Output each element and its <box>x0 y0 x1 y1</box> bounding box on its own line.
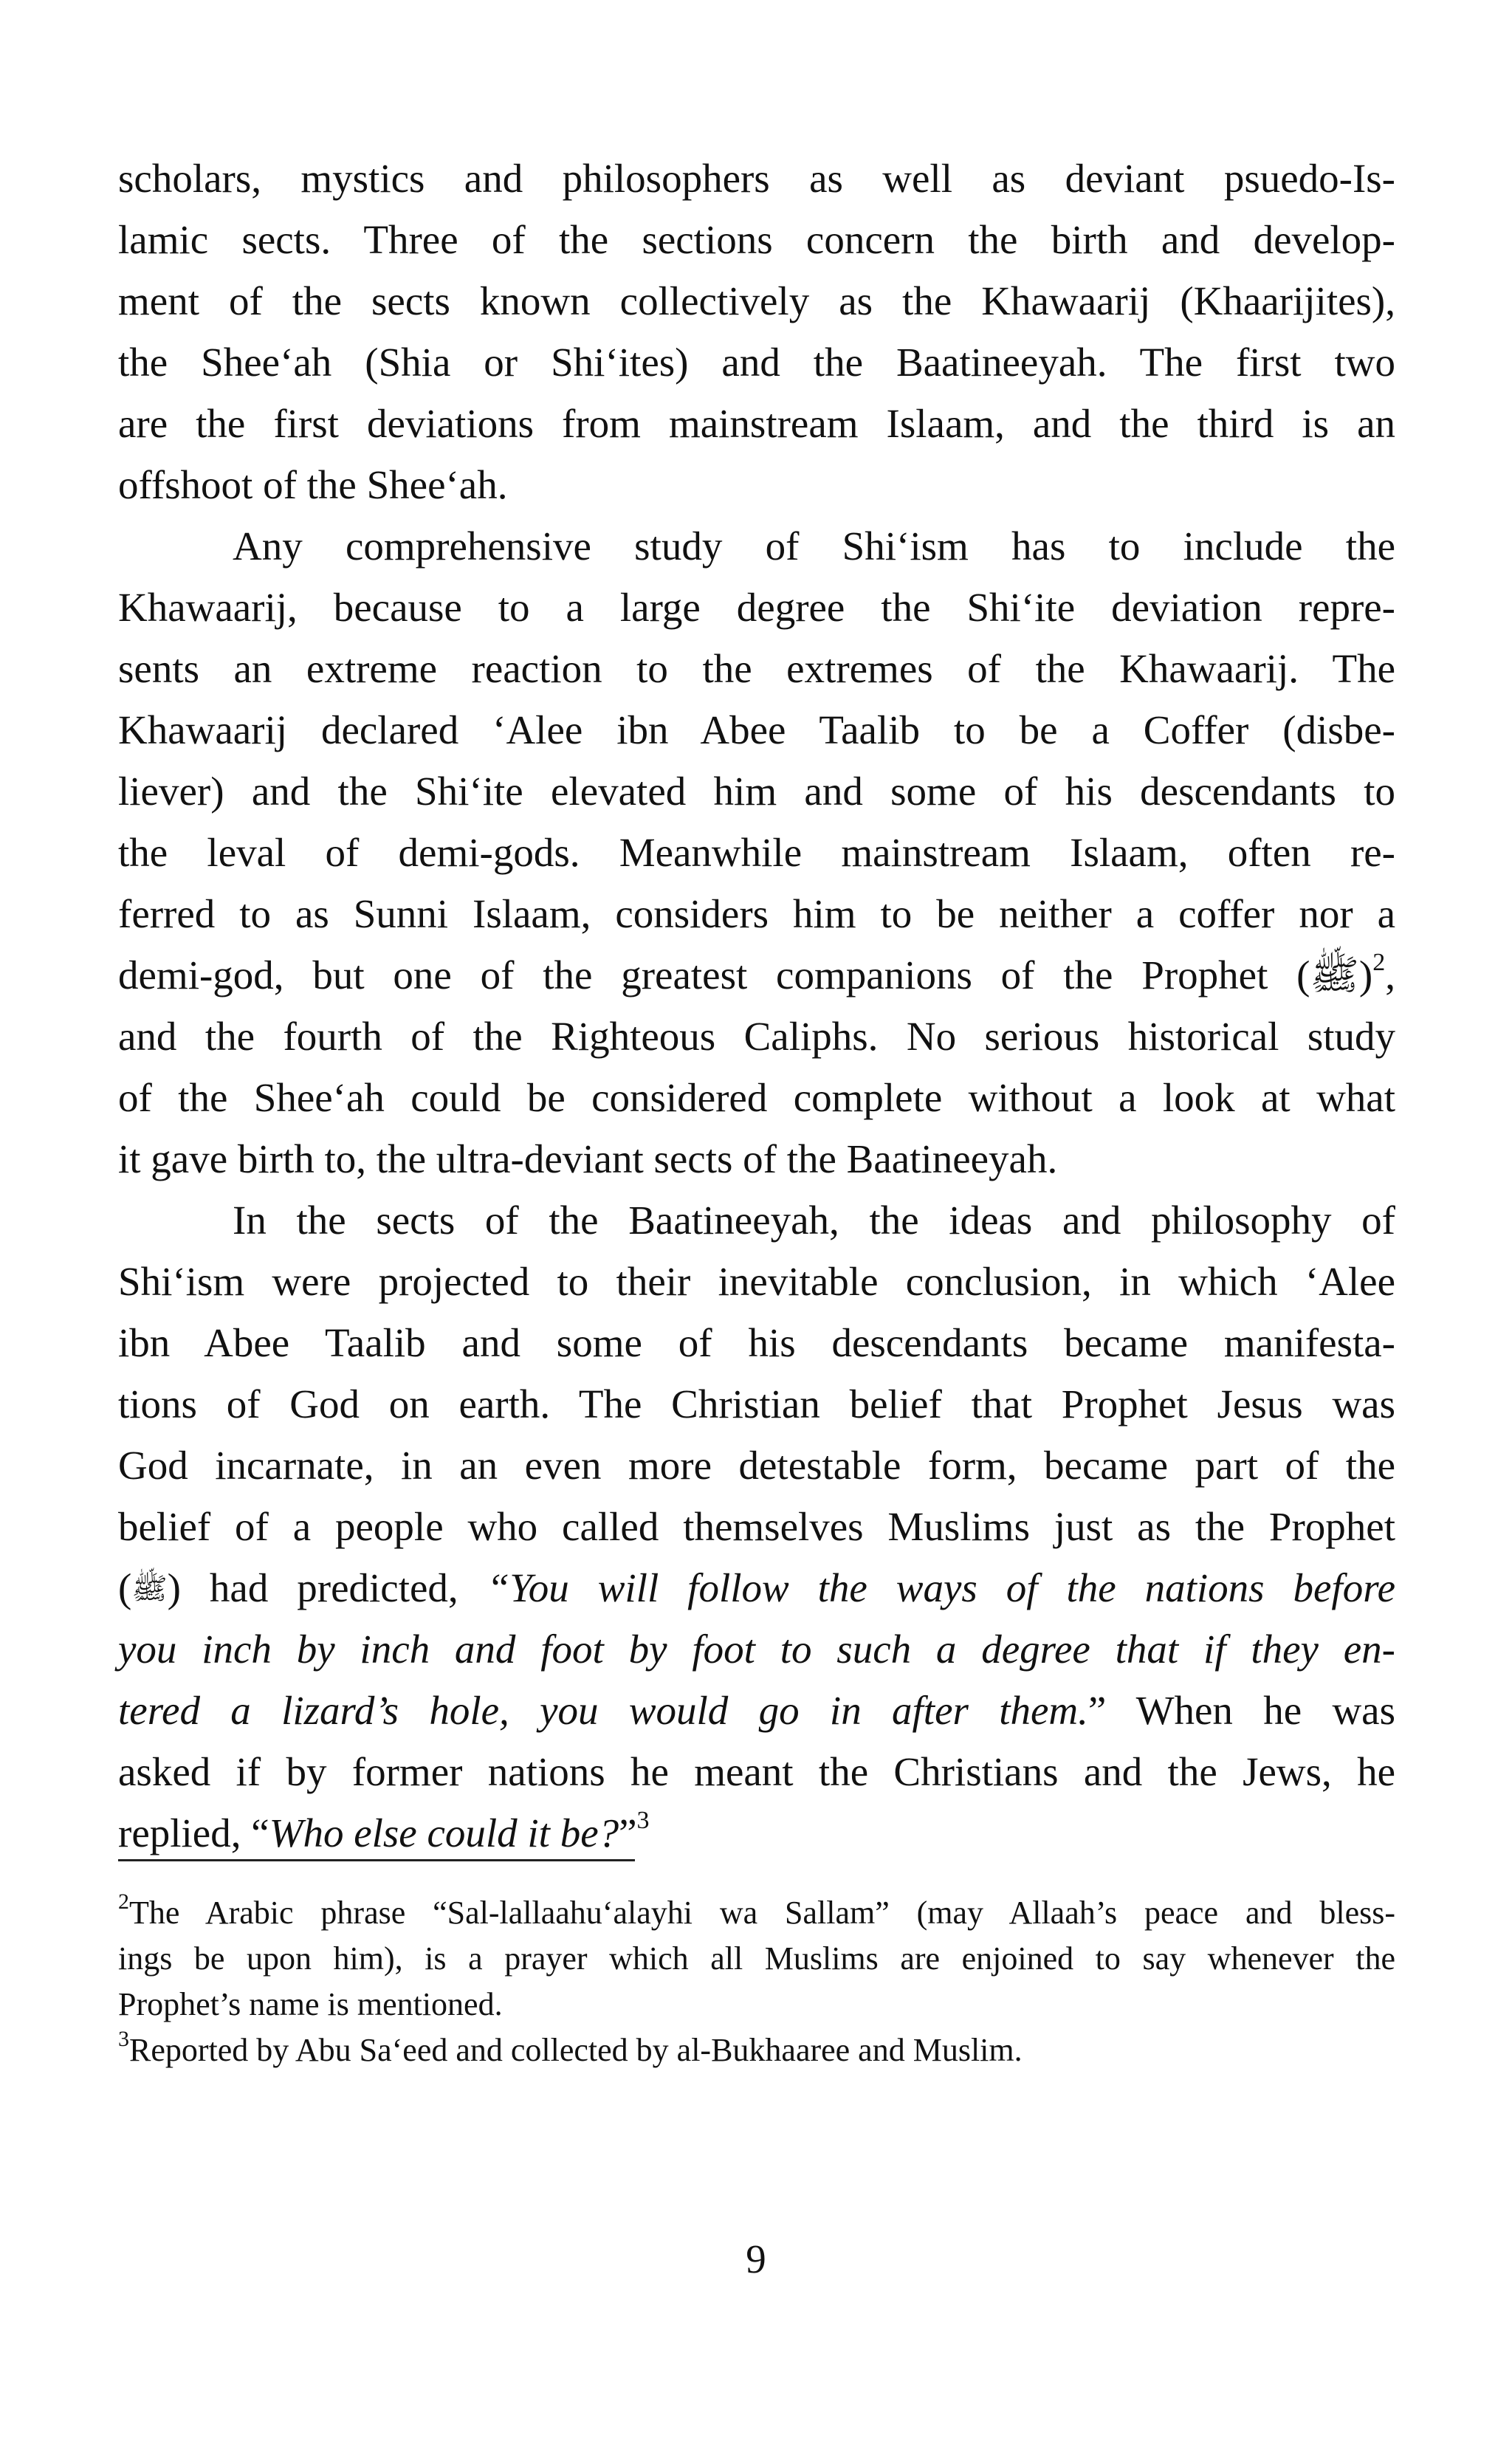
text-line: ferred to as Sunni Islaam, considers him to be neither a coffer nor a <box>118 891 1395 936</box>
quote-text: Who else could it be? <box>269 1810 619 1855</box>
text-fragment: had predicted, <box>209 1565 458 1610</box>
footnote-marker: 3 <box>118 2027 129 2052</box>
text-line: offshoot of the Shee‘ah. <box>118 462 508 507</box>
footnote-line <box>118 1890 1395 1936</box>
text-fragment: ” <box>1087 1688 1136 1733</box>
text-line <box>118 1802 1395 1864</box>
text-line: are the first deviations from mainstream Islaam, and the third is an <box>118 401 1395 446</box>
text-fragment: replied, <box>118 1810 241 1855</box>
text-line: of the Shee‘ah could be considered complete without a look at what <box>118 1075 1395 1120</box>
footnotes <box>118 1890 1395 2073</box>
text-line: liever) and the Shi‘ite elevated him and some of his descendants to <box>118 769 1395 814</box>
footnote-line: Prophet’s name is mentioned. <box>118 1986 503 2022</box>
text-fragment: When he was <box>1135 1688 1395 1733</box>
text-line <box>118 1557 1395 1618</box>
footnote-ref-3[interactable]: 3 <box>636 1806 650 1834</box>
text-line: tions of God on earth. The Christian belief that Prophet Jesus was <box>118 1381 1395 1426</box>
text-line: and the fourth of the Righteous Caliphs. No serious historical study <box>118 1014 1395 1059</box>
comma: , <box>1385 952 1395 998</box>
honorific-glyph: ﷺ <box>131 1572 168 1606</box>
text-line: Khawaarij, because to a large degree the Shi‘ite deviation repre- <box>118 585 1395 630</box>
text-fragment: ” <box>619 1810 637 1855</box>
quote-text: you inch by inch and foot by foot to such a degree that if they en- <box>118 1627 1395 1672</box>
footnote-line: ings be upon him), is a prayer which all Muslims are enjoined to say whenever the <box>118 1940 1395 1977</box>
footnote-text: Reported by Abu Sa‘eed and collected by al-Bukhaaree and Muslim. <box>129 2032 1023 2068</box>
text-fragment: demi-god, but one of the greatest companions of the Prophet (ﷺ) <box>118 952 1373 998</box>
footnote-line <box>118 2027 1395 2073</box>
text-line <box>118 1680 1395 1741</box>
text-line: sents an extreme reaction to the extremes of the Khawaarij. The <box>118 646 1395 691</box>
footnote-divider <box>118 1859 635 1861</box>
text-line: the Shee‘ah (Shia or Shi‘ites) and the Baatineeyah. The first two <box>118 340 1395 385</box>
quote-text: tered a lizard’s hole, you would go in after them. <box>118 1688 1088 1733</box>
text-line: ment of the sects known collectively as the Khawaarij (Khaarijites), <box>118 278 1395 323</box>
body-text <box>118 148 1395 1864</box>
text-line: belief of a people who called themselves Muslims just as the Prophet <box>118 1504 1395 1549</box>
text-line: the leval of demi-gods. Meanwhile mainstream Islaam, often re- <box>118 830 1395 875</box>
page-number: 9 <box>746 2236 766 2281</box>
text-line: God incarnate, in an even more detestable form, became part of the <box>118 1443 1395 1488</box>
text-fragment: “ <box>251 1810 269 1855</box>
text-line: asked if by former nations he meant the Christians and the Jews, he <box>118 1749 1395 1794</box>
text-line: scholars, mystics and philosophers as well as deviant psuedo-Is- <box>118 156 1395 201</box>
text-line: it gave birth to, the ultra-deviant sects of the Baatineeyah. <box>118 1136 1058 1181</box>
text-line: ibn Abee Taalib and some of his descendants became manifesta- <box>118 1320 1395 1365</box>
text-line <box>118 944 1395 1006</box>
text-fragment: (ﷺ) <box>118 1565 210 1610</box>
text-line <box>118 1618 1395 1680</box>
footnote-marker: 2 <box>118 1889 129 1915</box>
text-line: In the sects of the Baatineeyah, the ideas and philosophy of <box>233 1198 1395 1243</box>
text-line: Shi‘ism were projected to their inevitable conclusion, in which ‘Alee <box>118 1259 1395 1304</box>
text-line: Any comprehensive study of Shi‘ism has to include the <box>233 523 1395 569</box>
footnote-ref-2[interactable]: 2 <box>1372 948 1386 976</box>
text-line: Khawaarij declared ‘Alee ibn Abee Taalib to be a Coffer (disbe- <box>118 707 1395 752</box>
quote-text: “You will follow the ways of the nations before <box>487 1565 1395 1610</box>
text-line: lamic sects. Three of the sections concern the birth and develop- <box>118 217 1395 262</box>
footnote-text: The Arabic phrase “Sal-lallaahu‘alayhi wa Sallam” (may Allaah’s peace and bless- <box>129 1895 1395 1931</box>
